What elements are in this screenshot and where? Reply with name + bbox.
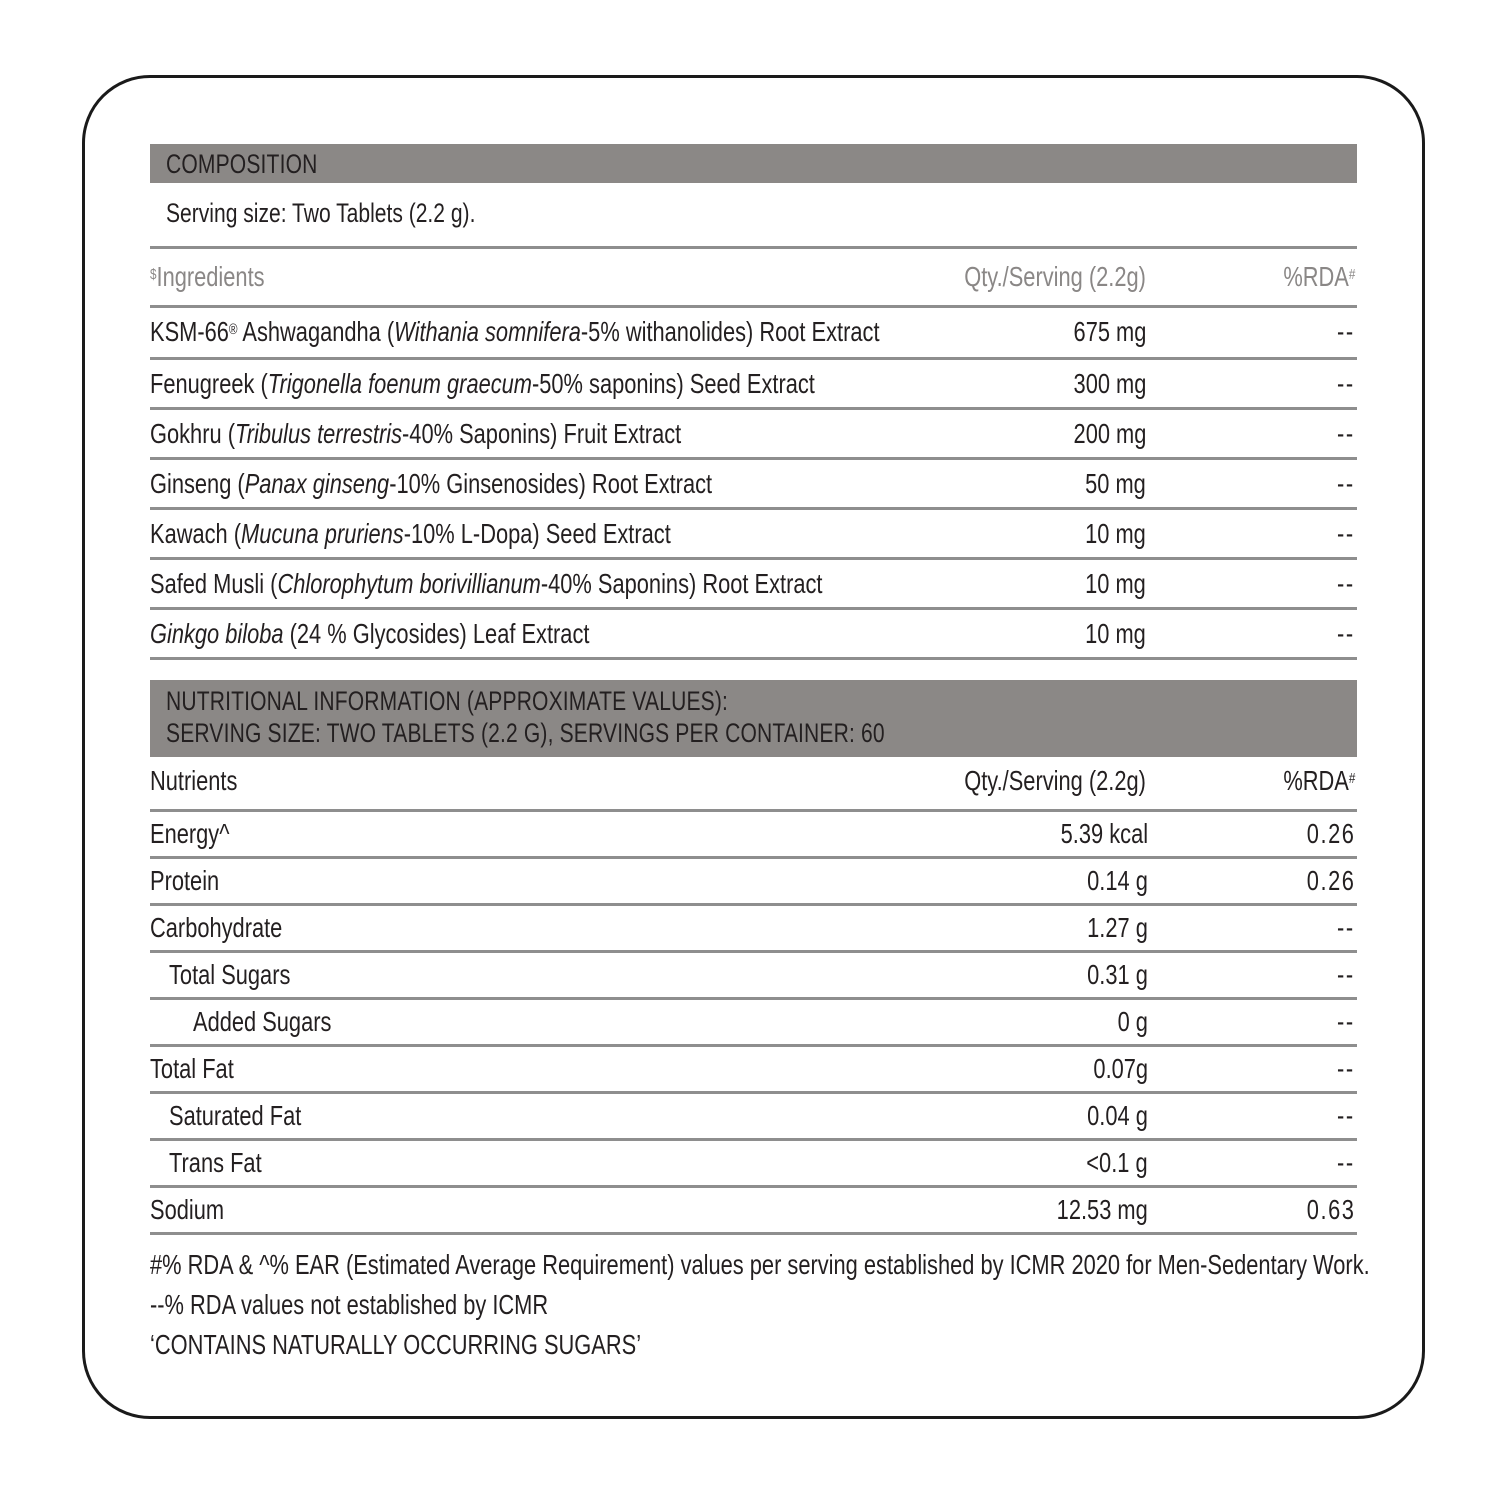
dollar-footnote-marker: $ xyxy=(150,266,157,283)
ingredient-row xyxy=(150,460,1357,510)
nutrient-name: Added Sugars xyxy=(193,1006,332,1037)
hash-footnote-marker: # xyxy=(1348,770,1355,787)
nutrient-row xyxy=(150,812,1357,859)
ingredient-qty: 300 mg xyxy=(1073,368,1146,399)
ingredients-table-body xyxy=(150,308,1357,660)
ingredient-rda: -- xyxy=(1337,368,1355,399)
qty-column-header: Qty./Serving (2.2g) xyxy=(964,261,1146,292)
ingredient-name xyxy=(150,366,815,402)
rda-column-header xyxy=(1283,259,1355,295)
nutrient-name-cell xyxy=(150,910,320,946)
nutrient-row xyxy=(150,1141,1357,1188)
ingredient-row xyxy=(150,308,1357,360)
nutrients-column-header: Nutrients xyxy=(150,765,238,796)
nutrient-name-cell xyxy=(150,1192,245,1228)
nutrient-rda: -- xyxy=(1337,1053,1355,1084)
ingredient-qty: 200 mg xyxy=(1073,418,1146,449)
ingredient-qty: 675 mg xyxy=(1073,316,1146,347)
ingredient-rda: -- xyxy=(1337,568,1355,599)
ingredient-row xyxy=(150,510,1357,560)
nutrient-name: Protein xyxy=(150,865,220,896)
ingredient-rda: -- xyxy=(1337,468,1355,499)
nutrients-header-row xyxy=(150,757,1357,812)
nutrient-row xyxy=(150,859,1357,906)
botanical-name: Trigonella foenum graecum xyxy=(267,368,532,399)
nutrient-name: Trans Fat xyxy=(169,1147,262,1178)
ingredient-name xyxy=(150,314,880,350)
ingredient-name xyxy=(150,566,822,602)
botanical-name: Mucuna pruriens xyxy=(241,518,404,549)
ingredient-name-mid: Ashwagandha ( xyxy=(237,316,395,347)
botanical-name: Withania somnifera xyxy=(394,316,581,347)
nutrient-rda: -- xyxy=(1337,1100,1355,1131)
nutrient-rda: 0.63 xyxy=(1306,1194,1355,1225)
composition-header xyxy=(150,144,1357,183)
rda-label: %RDA xyxy=(1282,261,1349,292)
botanical-name: Tribulus terrestris xyxy=(234,418,403,449)
nutrient-name-cell xyxy=(150,863,239,899)
nutrient-name: Energy^ xyxy=(150,818,230,849)
ingredient-name-suffix: -5% withanolides) Root Extract xyxy=(580,316,880,347)
nutrient-row xyxy=(150,1094,1357,1141)
ingredient-name xyxy=(150,466,712,502)
ingredient-rda: -- xyxy=(1337,316,1355,347)
nutrient-qty: 0 g xyxy=(1117,1006,1148,1037)
nutrient-name-cell xyxy=(150,816,252,852)
ingredient-rda: -- xyxy=(1337,418,1355,449)
nutrient-qty: 5.39 kcal xyxy=(1060,818,1148,849)
ingredient-name-prefix: Ginseng ( xyxy=(150,468,245,499)
ingredient-name-suffix: -10% L-Dopa) Seed Extract xyxy=(403,518,671,549)
ingredients-header-row xyxy=(150,249,1357,308)
nutrient-qty: 12.53 mg xyxy=(1056,1194,1148,1225)
ingredient-row xyxy=(150,360,1357,410)
nutrient-rda: -- xyxy=(1337,1147,1355,1178)
nutrient-qty: 0.07g xyxy=(1093,1053,1148,1084)
footnote-rda-not-established: --% RDA values not established by ICMR xyxy=(150,1289,549,1320)
ingredient-name-prefix: Safed Musli ( xyxy=(150,568,278,599)
nutrient-name-cell xyxy=(150,1051,257,1087)
nutrient-row xyxy=(150,1188,1357,1235)
nutrients-rda-column-header xyxy=(1283,763,1355,799)
nutrient-name: Carbohydrate xyxy=(150,912,283,943)
botanical-name: Ginkgo biloba xyxy=(150,618,284,649)
nutrient-rda: -- xyxy=(1337,959,1355,990)
ingredient-name-suffix: -10% Ginsenosides) Root Extract xyxy=(389,468,713,499)
serving-size-text: Serving size: Two Tablets (2.2 g). xyxy=(166,198,476,228)
ingredient-name-suffix: -50% saponins) Seed Extract xyxy=(531,368,815,399)
nutrient-name-cell xyxy=(150,1004,370,1040)
nutrient-qty: 0.14 g xyxy=(1087,865,1148,896)
nutrient-name: Sodium xyxy=(150,1194,225,1225)
composition-serving-size xyxy=(150,183,1357,249)
ingredient-name-prefix: Fenugreek ( xyxy=(150,368,268,399)
ingredient-rda: -- xyxy=(1337,518,1355,549)
ingredient-qty: 10 mg xyxy=(1085,568,1146,599)
nutrients-qty-column-header: Qty./Serving (2.2g) xyxy=(964,765,1146,796)
nutrition-title-line1: NUTRITIONAL INFORMATION (APPROXIMATE VALUES): xyxy=(166,686,729,716)
nutrients-table-body xyxy=(150,812,1357,1235)
nutrient-row xyxy=(150,1047,1357,1094)
nutrient-qty: 0.04 g xyxy=(1087,1100,1148,1131)
botanical-name: Panax ginseng xyxy=(244,468,390,499)
hash-footnote-marker: # xyxy=(1348,266,1355,283)
nutrient-qty: 0.31 g xyxy=(1087,959,1148,990)
nutrition-header xyxy=(150,680,1357,757)
footnote-rda-ear: #% RDA & ^% EAR (Estimated Average Requirement) values per serving established by ICMR 2020 for Men-Sedentary Work. xyxy=(150,1249,1370,1280)
ingredient-name-prefix: Kawach ( xyxy=(150,518,242,549)
ingredient-qty: 50 mg xyxy=(1085,468,1146,499)
composition-title: COMPOSITION xyxy=(166,149,318,179)
nutrient-rda: 0.26 xyxy=(1306,865,1355,896)
ingredient-name-suffix: (24 % Glycosides) Leaf Extract xyxy=(283,618,590,649)
nutrient-name: Total Fat xyxy=(150,1053,234,1084)
ingredient-name-prefix: Gokhru ( xyxy=(150,418,235,449)
ingredient-name-suffix: -40% Saponins) Fruit Extract xyxy=(402,418,682,449)
ingredient-name-suffix: -40% Saponins) Root Extract xyxy=(540,568,823,599)
botanical-name: Chlorophytum borivillianum xyxy=(277,568,541,599)
nutrient-name-cell xyxy=(150,957,325,993)
nutrient-name-cell xyxy=(150,1145,288,1181)
nutrient-row xyxy=(150,953,1357,1000)
nutrient-row xyxy=(150,1000,1357,1047)
ingredient-name xyxy=(150,616,589,652)
label-content xyxy=(150,144,1370,1365)
nutrient-rda: 0.26 xyxy=(1306,818,1355,849)
ingredient-name xyxy=(150,416,681,452)
footnotes xyxy=(150,1245,1370,1365)
nutrient-rda: -- xyxy=(1337,1006,1355,1037)
ingredients-label: Ingredients xyxy=(156,261,265,292)
nutrient-name-cell xyxy=(150,1098,339,1134)
ingredient-qty: 10 mg xyxy=(1085,618,1146,649)
ingredient-rda: -- xyxy=(1337,618,1355,649)
footnote-natural-sugars: ‘CONTAINS NATURALLY OCCURRING SUGARS’ xyxy=(150,1329,642,1360)
nutrient-name: Total Sugars xyxy=(169,959,291,990)
ingredient-row xyxy=(150,610,1357,660)
nutrient-name: Saturated Fat xyxy=(169,1100,302,1131)
ingredient-qty: 10 mg xyxy=(1085,518,1146,549)
ingredient-row xyxy=(150,410,1357,460)
nutrient-rda: -- xyxy=(1337,912,1355,943)
ingredient-row xyxy=(150,560,1357,610)
ingredient-name-prefix: KSM-66 xyxy=(150,316,229,347)
nutrient-qty: 1.27 g xyxy=(1087,912,1148,943)
registered-mark: ® xyxy=(228,321,238,338)
ingredients-column-header xyxy=(150,259,265,295)
ingredient-name xyxy=(150,516,671,552)
rda-label: %RDA xyxy=(1282,765,1349,796)
nutrient-row xyxy=(150,906,1357,953)
nutrient-qty: <0.1 g xyxy=(1086,1147,1148,1178)
nutrition-title-line2: SERVING SIZE: TWO TABLETS (2.2 G), SERVINGS PER CONTAINER: 60 xyxy=(166,718,885,748)
